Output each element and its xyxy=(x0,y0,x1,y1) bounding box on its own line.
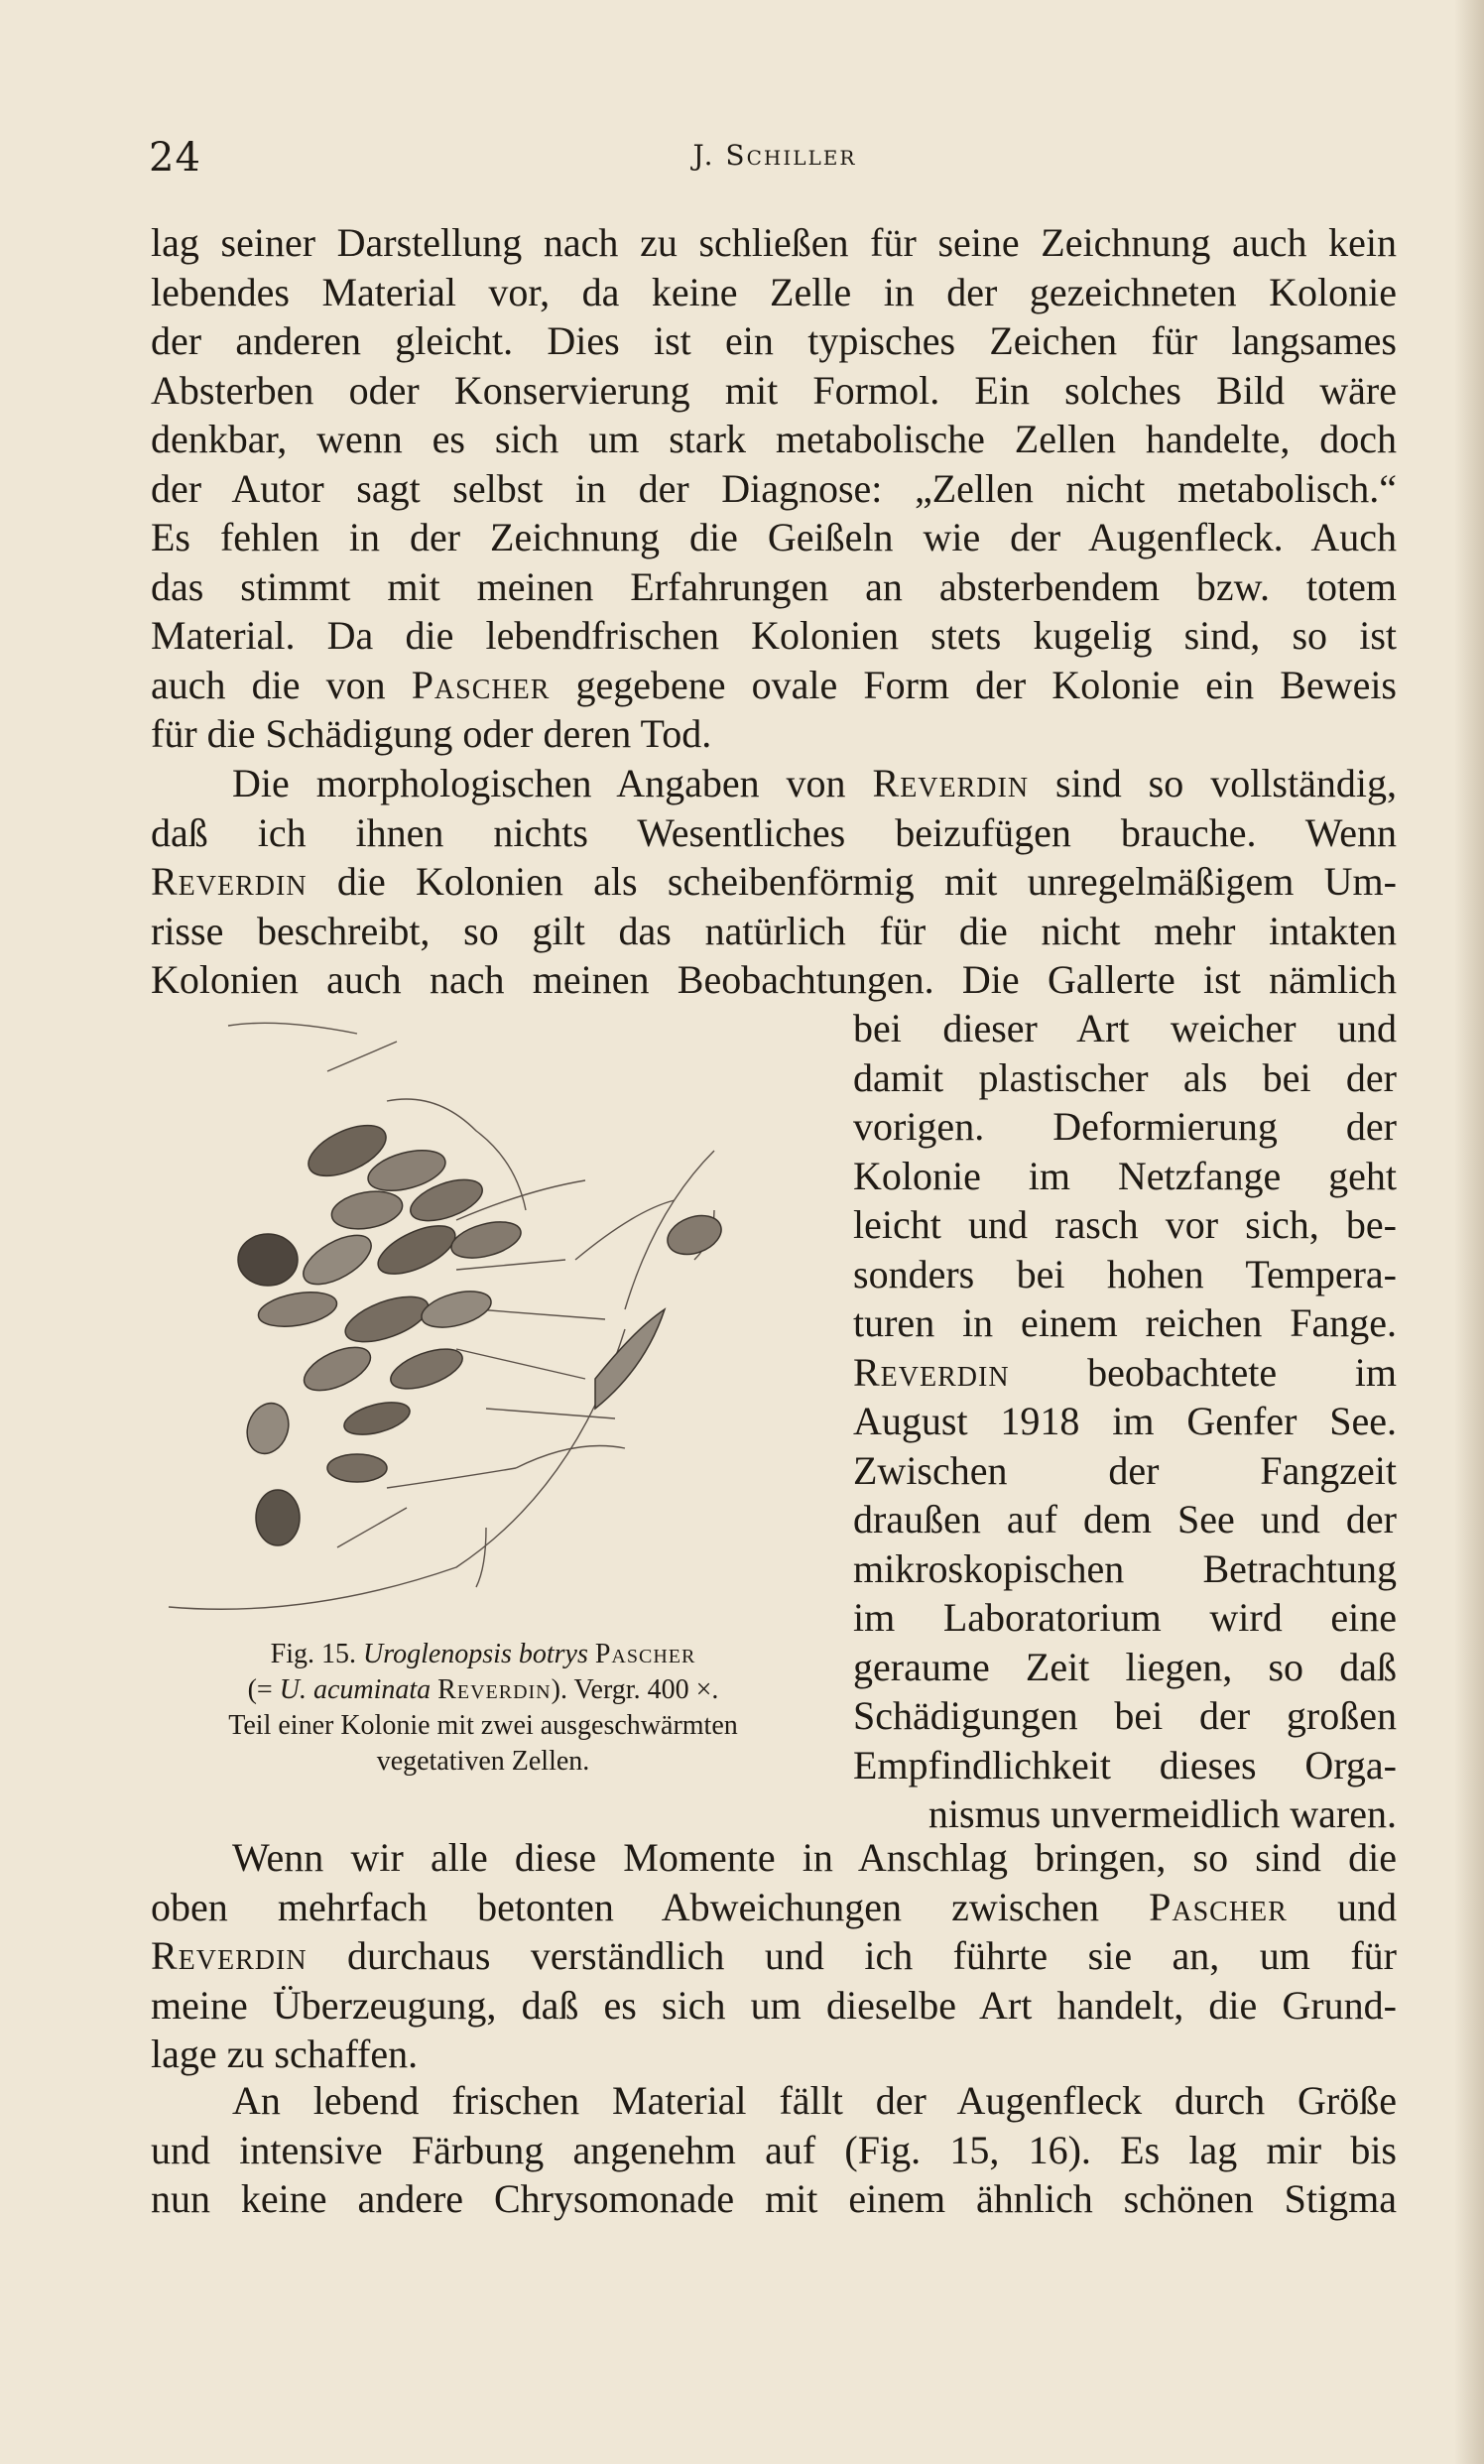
colony-drawing xyxy=(159,1012,813,1627)
caption-line xyxy=(151,1637,815,1672)
text-line xyxy=(151,759,1397,808)
author-name: Pascher xyxy=(411,662,551,707)
paragraph-3 xyxy=(151,1833,1397,2079)
text-line: der anderen gleicht. Dies ist ein typisches Zeichen für langsames xyxy=(151,318,1397,363)
text-line: risse beschreibt, so gilt das natürlich für die nicht mehr intakten xyxy=(151,908,1397,953)
species-name: Uroglenopsis botrys xyxy=(363,1639,588,1669)
text-line: der Autor sagt selbst in der Diagnose: „Zellen nicht metabolisch.“ xyxy=(151,465,1397,511)
text-line: im Laboratorium wird eine xyxy=(853,1595,1397,1640)
figure-caption xyxy=(151,1637,815,1780)
author-name: Reverdin xyxy=(853,1349,1010,1395)
text-run: Die morphologischen Angaben von xyxy=(232,761,873,805)
text-line xyxy=(151,1883,1397,1932)
text-line: mikroskopischen Betrachtung xyxy=(853,1545,1397,1591)
text-line: sonders bei hohen Tempera- xyxy=(853,1251,1397,1296)
text-run: durchaus verständlich und ich führte sie an, um für xyxy=(307,1933,1397,1978)
figure-label: Fig. 15. xyxy=(270,1639,356,1669)
text-line: Empfindlichkeit dieses Orga- xyxy=(853,1742,1397,1787)
text-line: das stimmt mit meinen Erfahrungen an absterbendem bzw. totem xyxy=(151,563,1397,609)
text-line: An lebend frischen Material fällt der Augenfleck durch Größe xyxy=(232,2078,1397,2123)
text-line: bei dieser Art weicher und xyxy=(853,1006,1397,1050)
text-line: geraume Zeit liegen, so daß xyxy=(853,1644,1397,1689)
page-number: 24 xyxy=(149,135,201,181)
text-run: auch die von xyxy=(151,662,412,707)
text-run: (= xyxy=(247,1674,280,1705)
author-name: Reverdin xyxy=(151,1933,308,1978)
text-line: turen in einem reichen Fange. xyxy=(853,1300,1397,1345)
text-line xyxy=(853,1348,1397,1398)
text-line: Absterben oder Konservierung mit Formol. Ein solches Bild wäre xyxy=(151,367,1397,413)
text-line: daß ich ihnen nichts Wesentliches beizufügen brauche. Wenn xyxy=(151,809,1397,855)
running-head: J. Schiller xyxy=(692,139,857,172)
caption-line: vegetativen Zellen. xyxy=(376,1746,590,1777)
text-line: Schädigungen bei der großen xyxy=(853,1693,1397,1738)
page-edge-shadow xyxy=(1454,0,1484,2464)
text-line: leicht und rasch vor sich, be- xyxy=(853,1202,1397,1247)
text-line: damit plastischer als bei der xyxy=(853,1054,1397,1100)
text-line: lag seiner Darstellung nach zu schließen für seine Zeichnung auch kein xyxy=(151,220,1397,265)
text-run: die Kolonien als scheibenförmig mit unregelmäßigem Um- xyxy=(307,859,1397,904)
caption-line xyxy=(151,1672,815,1708)
text-line: Es fehlen in der Zeichnung die Geißeln wie der Augenfleck. Auch xyxy=(151,515,1397,559)
text-run: und xyxy=(1287,1884,1397,1929)
side-column-text xyxy=(853,1004,1397,1839)
paragraph-1 xyxy=(151,218,1397,759)
paragraph-2 xyxy=(151,759,1397,1005)
text-run: oben mehrfach betonten Abweichungen zwischen xyxy=(151,1884,1150,1929)
text-run: beobachtete im xyxy=(1009,1349,1397,1395)
text-line: Kolonie im Netzfange geht xyxy=(853,1153,1397,1198)
text-run: ). Vergr. 400 ×. xyxy=(551,1674,719,1705)
paragraph-4 xyxy=(151,2076,1397,2224)
text-line: nismus unvermeidlich waren. xyxy=(928,1791,1397,1836)
author-name: Reverdin xyxy=(437,1674,552,1705)
text-line: nun keine andere Chrysomonade mit einem ähnlich schönen Stigma xyxy=(151,2176,1397,2221)
text-line: vorigen. Deformierung der xyxy=(853,1104,1397,1149)
text-run: sind so vollständig, xyxy=(1029,761,1397,805)
text-line: lebendes Material vor, da keine Zelle in der gezeichneten Kolonie xyxy=(151,269,1397,314)
author-name: Pascher xyxy=(594,1639,696,1669)
page-header xyxy=(149,135,1401,181)
text-line: Wenn wir alle diese Momente in Anschlag bringen, so sind die xyxy=(232,1835,1397,1880)
author-name: Reverdin xyxy=(151,859,308,904)
text-line: denkbar, wenn es sich um stark metabolische Zellen handelte, doch xyxy=(151,417,1397,461)
text-line: draußen auf dem See und der xyxy=(853,1497,1397,1541)
text-line: Material. Da die lebendfrischen Kolonien stets kugelig sind, so ist xyxy=(151,613,1397,658)
text-line: für die Schädigung oder deren Tod. xyxy=(151,711,712,756)
text-line: Kolonien auch nach meinen Beobachtungen. Die Gallerte ist nämlich xyxy=(151,957,1397,1002)
caption-line: Teil einer Kolonie mit zwei ausgeschwärmten xyxy=(228,1710,738,1741)
author-name: Reverdin xyxy=(872,761,1030,805)
text-line xyxy=(151,661,1397,710)
text-line xyxy=(151,1931,1397,1981)
text-run: gegebene ovale Form der Kolonie ein Beweis xyxy=(550,662,1397,707)
figure-15-illustration xyxy=(159,1012,813,1627)
text-line: und intensive Färbung angenehm auf (Fig. 15, 16). Es lag mir bis xyxy=(151,2127,1397,2172)
author-name: Pascher xyxy=(1149,1884,1288,1929)
text-line: lage zu schaffen. xyxy=(151,2032,419,2076)
species-name: U. acuminata xyxy=(279,1674,432,1705)
text-line: August 1918 im Genfer See. xyxy=(853,1399,1397,1443)
colony-outline xyxy=(228,1023,357,1034)
text-line xyxy=(151,857,1397,907)
text-line: Zwischen der Fangzeit xyxy=(853,1447,1397,1493)
text-line: meine Überzeugung, daß es sich um dieselbe Art handelt, die Grund- xyxy=(151,1982,1397,2028)
